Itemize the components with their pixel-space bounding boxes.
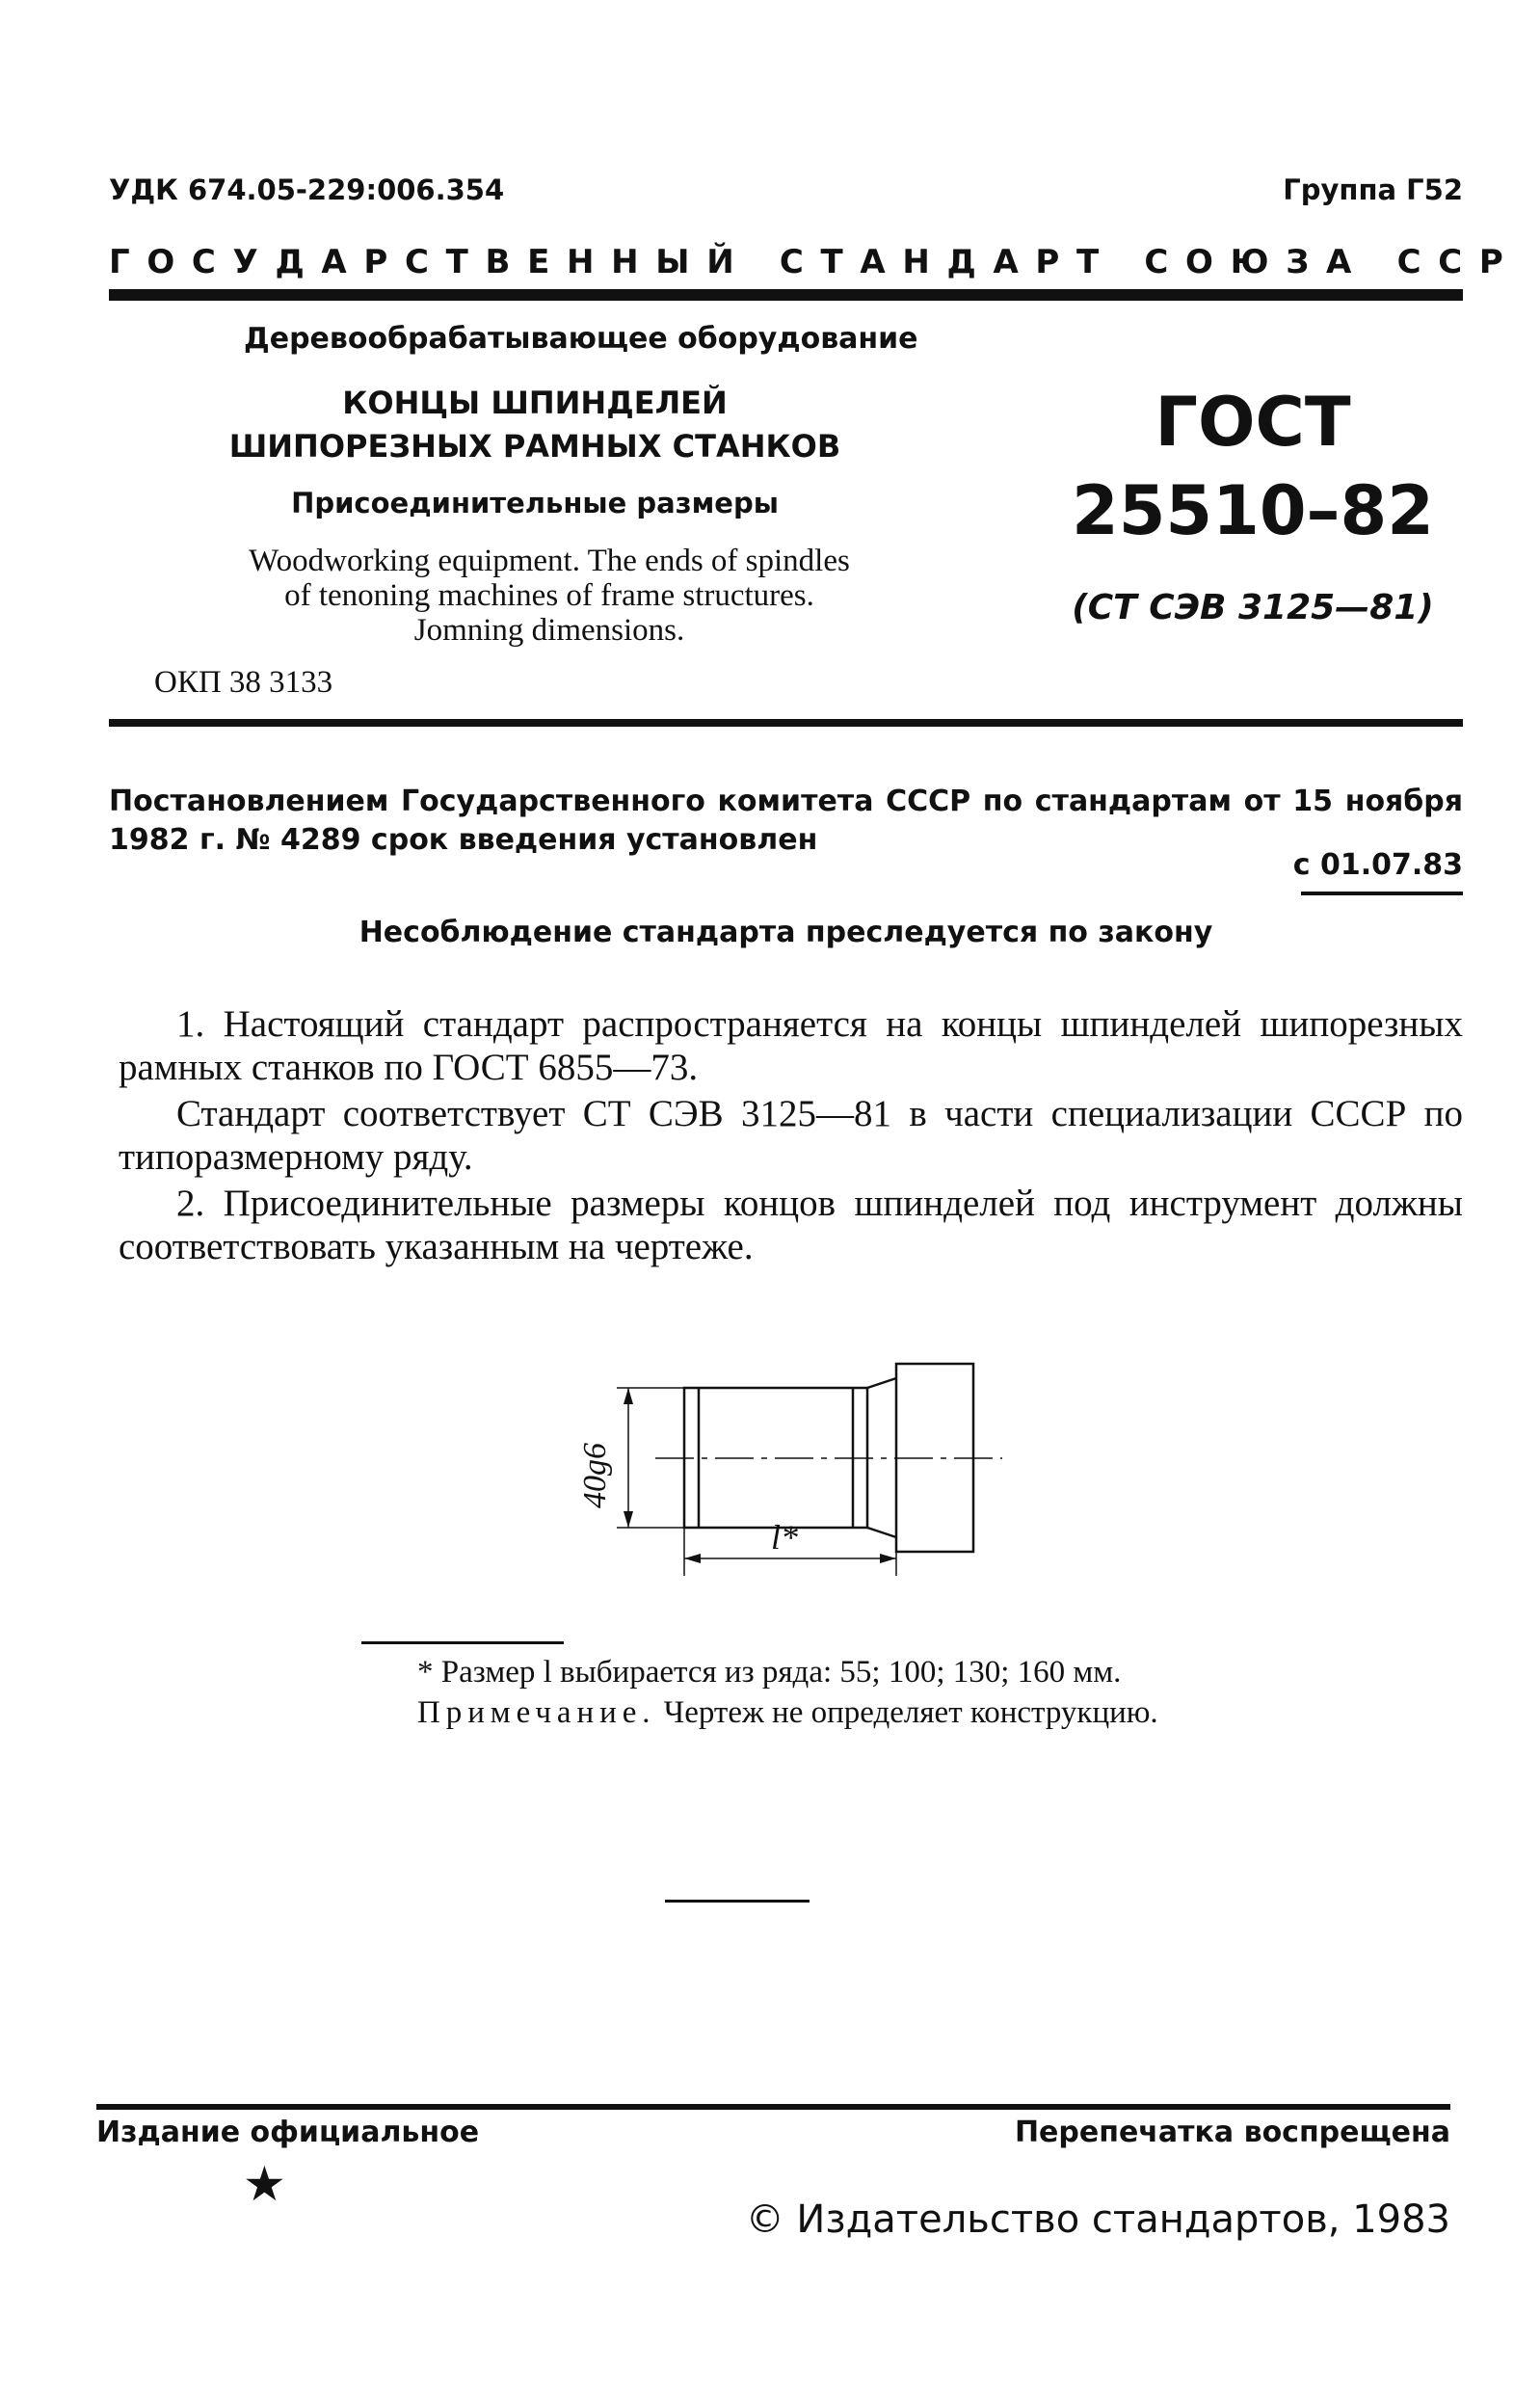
size-note: * Размер l выбирается из ряда: 55; 100; 130; 160 мм. bbox=[417, 1655, 1122, 1690]
footnote-rule bbox=[361, 1641, 564, 1644]
neck-bottom bbox=[867, 1528, 896, 1537]
title-line-2: ШИПОРЕЗНЫХ РАМНЫХ СТАНКОВ bbox=[228, 428, 841, 465]
edition-label: Издание официальное bbox=[96, 2116, 480, 2149]
group-code: Группа Г52 bbox=[1283, 173, 1463, 206]
gost-number: 25510–82 bbox=[1072, 471, 1434, 550]
diameter-label: 40g6 bbox=[577, 1443, 613, 1508]
diameter-arrow-top bbox=[624, 1388, 633, 1404]
english-line-3: Jomning dimensions. bbox=[413, 613, 685, 648]
decree-text: Постановлением Государственного комитета СССР по стандартам от 15 ноября 1982 г. № 4289 срок введения установлен bbox=[109, 785, 1463, 857]
end-rule bbox=[665, 1900, 810, 1903]
length-label: l* bbox=[771, 1518, 799, 1557]
english-line-2: of tenoning machines of frame structures. bbox=[284, 578, 814, 613]
drawing-note bbox=[369, 1694, 1198, 1732]
gost-label: ГОСТ bbox=[1155, 383, 1351, 462]
note-text: Чертеж не определяет конструкцию. bbox=[663, 1695, 1158, 1730]
violation-notice: Несоблюдение стандарта преследуется по закону bbox=[358, 916, 1213, 949]
footnote bbox=[369, 1654, 1198, 1735]
paragraph-3: 2. Присоединительные размеры концов шпинделей под инструмент должны соответствовать указанным на чертеже. bbox=[119, 1183, 1463, 1267]
okp-code: ОКП 38 3133 bbox=[154, 665, 333, 700]
neck-top bbox=[867, 1378, 896, 1388]
english-line-1: Woodworking equipment. The ends of spindles bbox=[249, 544, 850, 578]
effective-date-underline bbox=[1301, 892, 1463, 895]
reprint-notice: Перепечатка воспрещена bbox=[1014, 2116, 1450, 2149]
body-text bbox=[119, 1002, 1463, 1271]
header-rule bbox=[109, 289, 1463, 301]
title-line-1: КОНЦЫ ШПИНДЕЛЕЙ bbox=[342, 385, 728, 421]
paragraph-2: Стандарт соответствует СТ СЭВ 3125—81 в части специализации СССР по типоразмерному ряду. bbox=[119, 1093, 1463, 1178]
spindle-end-drawing bbox=[540, 1344, 1022, 1585]
title-rule bbox=[109, 719, 1463, 727]
copyright: © Издательство стандартов, 1983 bbox=[745, 2197, 1450, 2242]
length-arrow-left bbox=[684, 1554, 701, 1563]
note-label: Примечание. bbox=[417, 1695, 656, 1730]
sev-reference: (СТ СЭВ 3125—81) bbox=[1072, 588, 1434, 627]
star-icon: ★ bbox=[243, 2157, 286, 2211]
category-title: Деревообрабатывающее оборудование bbox=[244, 322, 918, 356]
paragraph-1: 1. Настоящий стандарт распространяется на концы шпинделей шипорезных рамных станков по ГОСТ 6855—73. bbox=[119, 1003, 1463, 1088]
document-title bbox=[193, 382, 877, 468]
diameter-arrow-bottom bbox=[624, 1511, 633, 1528]
length-arrow-right bbox=[880, 1554, 896, 1563]
english-title bbox=[145, 544, 954, 648]
state-standard-banner: ГОСУДАРСТВЕННЫЙ СТАНДАРТ СОЮЗА ССР bbox=[109, 243, 1521, 281]
footer-rule bbox=[96, 2104, 1450, 2110]
effective-date: с 01.07.83 bbox=[1292, 848, 1463, 882]
document-subtitle: Присоединительные размеры bbox=[291, 487, 779, 519]
udk-code: УДК 674.05-229:006.354 bbox=[109, 173, 505, 206]
